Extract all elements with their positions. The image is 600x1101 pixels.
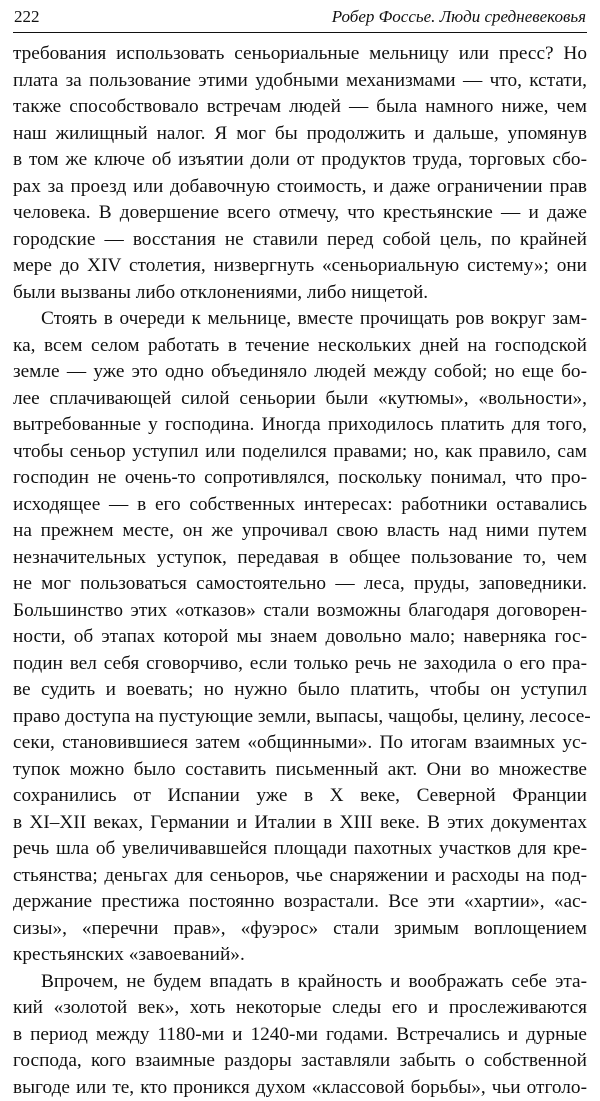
text-line: крестьянских «завоеваний». bbox=[13, 942, 587, 969]
text-line: человека. В довершение всего отмечу, что крестьянские — и даже bbox=[13, 200, 587, 227]
text-line: лее сплачивающей силой сеньории были «кутюмы», «вольности», bbox=[13, 386, 587, 413]
text-line: незначительных уступок, передавая в общее пользование то, чем bbox=[13, 545, 587, 572]
text-line: наш жилищный налог. Я мог бы продолжить и дальше, упомянув bbox=[13, 121, 587, 148]
text-line: исходящее — в его собственных интересах: работники оставались bbox=[13, 492, 587, 519]
text-line: кий «золотой век», хоть некоторые следы его и прослеживаются bbox=[13, 995, 587, 1022]
text-line: подин вел себя сговорчиво, если только речь не заходила о его пра- bbox=[13, 651, 587, 678]
text-line: земле — уже это одно объединяло людей между собой; но еще бо- bbox=[13, 359, 587, 386]
text-line: вытребованные у господина. Иногда приходилось платить для того, bbox=[13, 412, 587, 439]
text-line: ка, всем селом работать в течение нескольких дней на господской bbox=[13, 333, 587, 360]
text-line: на прежнем месте, он же упрочивал свою власть над ними путем bbox=[13, 518, 587, 545]
body-text bbox=[13, 41, 587, 1101]
text-line: были вызваны либо отклонениями, либо нищетой. bbox=[13, 280, 587, 307]
text-line: ве судить и воевать; но нужно было платить, чтобы он уступил bbox=[13, 677, 587, 704]
text-line: речь шла об увеличивавшейся площади пахотных участков для кре- bbox=[13, 836, 587, 863]
text-line: требования использовать сеньориальные мельницу или пресс? Но bbox=[13, 41, 587, 68]
text-line: держание престижа постоянно возрастали. Все эти «хартии», «ас- bbox=[13, 889, 587, 916]
text-line: ности, об этапах которой мы знаем довольно мало; наверняка гос- bbox=[13, 624, 587, 651]
text-line: чтобы сеньор уступил или поделился правами; но, как правило, сам bbox=[13, 439, 587, 466]
paragraph bbox=[13, 306, 587, 969]
text-line: тупок можно было составить письменный акт. Они во множестве bbox=[13, 757, 587, 784]
text-line: секи, становившиеся затем «общинными». По итогам взаимных ус- bbox=[13, 730, 587, 757]
text-line: выгоде или те, кто проникся духом «классовой борьбы», чьи отголо- bbox=[13, 1075, 587, 1101]
paragraph bbox=[13, 41, 587, 306]
text-line: городские — восстания не ставили перед собой цель, по крайней bbox=[13, 227, 587, 254]
text-line: сизы», «перечни прав», «фуэрос» стали зримым воплощением bbox=[13, 916, 587, 943]
text-line: сохранились от Испании уже в X веке, Северной Франции bbox=[13, 783, 587, 810]
page-header bbox=[13, 4, 587, 30]
text-line: право доступа на пустующие земли, выпасы, чащобы, целину, лесосе- bbox=[13, 704, 587, 731]
text-line: в том же ключе об изъятии доли от продуктов труда, торговых сбо- bbox=[13, 147, 587, 174]
text-line: плата за пользование этими удобными механизмами — что, кстати, bbox=[13, 68, 587, 95]
text-line: не мог пользоваться самостоятельно — леса, пруды, заповедники. bbox=[13, 571, 587, 598]
header-rule bbox=[13, 32, 587, 33]
text-line: Большинство этих «отказов» стали возможны благодаря договорен- bbox=[13, 598, 587, 625]
page-number: 222 bbox=[14, 4, 40, 30]
text-line: также способствовало встречам людей — была намного ниже, чем bbox=[13, 94, 587, 121]
text-line: господа, кого взаимные раздоры заставляли забыть о собственной bbox=[13, 1048, 587, 1075]
text-line: господин не очень-то сопротивлялся, поскольку понимал, что про- bbox=[13, 465, 587, 492]
text-line: Стоять в очереди к мельнице, вместе прочищать ров вокруг зам- bbox=[13, 306, 587, 333]
paragraph bbox=[13, 969, 587, 1101]
text-line: мере до XIV столетия, низвергнуть «сеньориальную систему»; они bbox=[13, 253, 587, 280]
text-line: в период между 1180-ми и 1240-ми годами. Встречались и дурные bbox=[13, 1022, 587, 1049]
book-page bbox=[13, 4, 587, 1101]
text-line: стьянства; деньгах для сеньоров, чье снаряжении и расходы на под- bbox=[13, 863, 587, 890]
text-line: рах за проезд или добавочную стоимость, и даже ограничении прав bbox=[13, 174, 587, 201]
running-title: Робер Фоссье. Люди средневековья bbox=[332, 4, 586, 30]
text-line: Впрочем, не будем впадать в крайность и воображать себе эта- bbox=[13, 969, 587, 996]
text-line: в XI–XII веках, Германии и Италии в XIII веке. В этих документах bbox=[13, 810, 587, 837]
